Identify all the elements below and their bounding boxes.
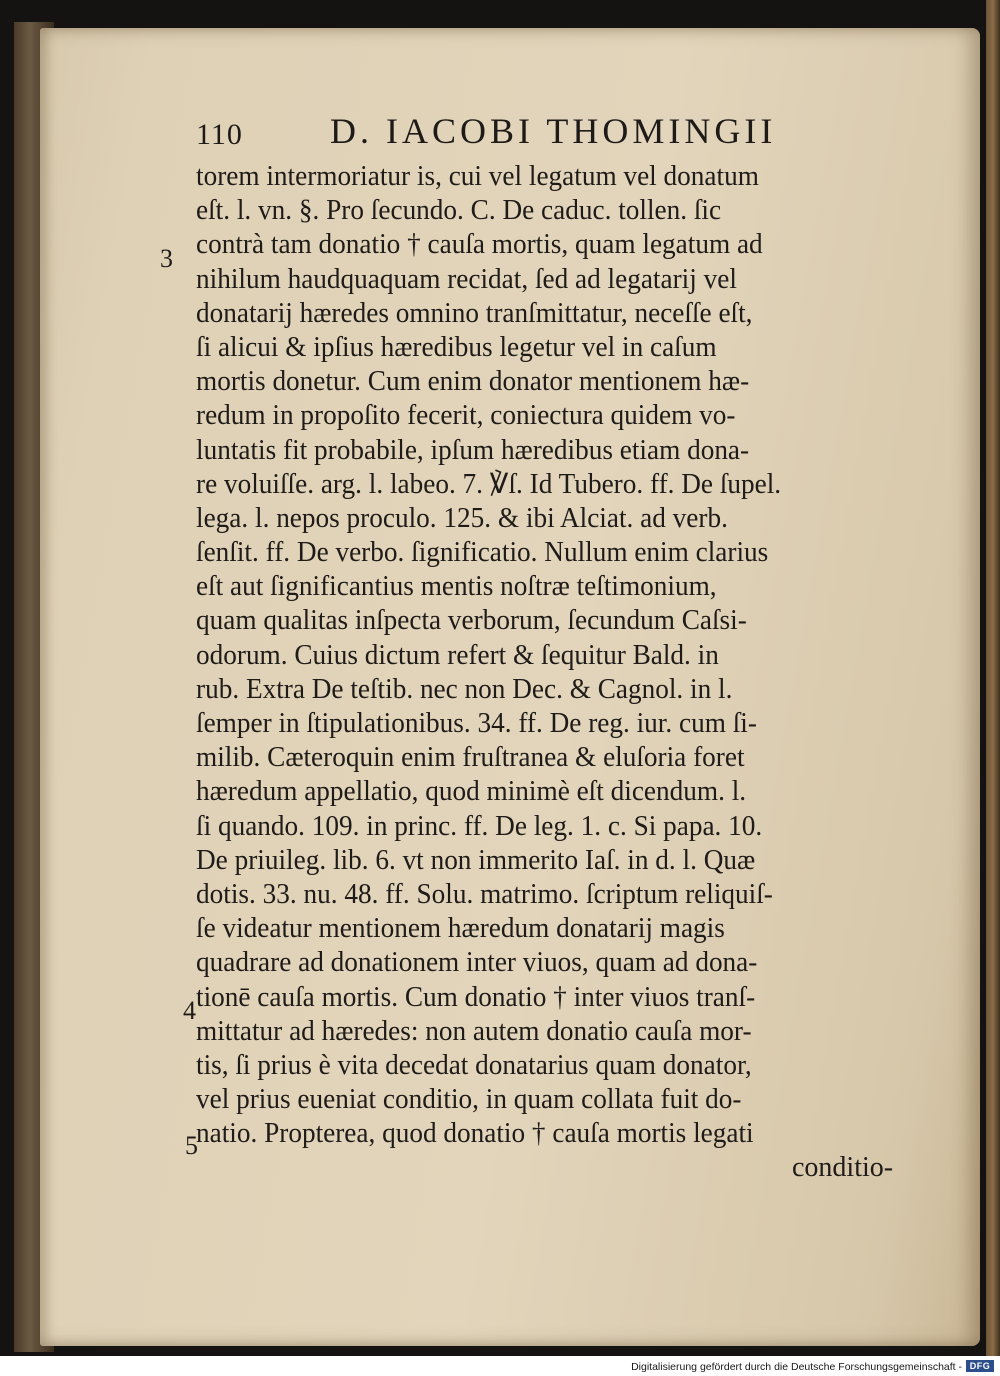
page-number: 110 (196, 118, 243, 151)
footer-credit-text: Digitalisierung gefördert durch die Deutsche Forschungsgemeinschaft - (631, 1361, 962, 1373)
text-line: mittatur ad hæredes: non autem donatio cauſa mor- (196, 1015, 752, 1047)
text-line: rub. Extra De teſtib. nec non Dec. & Cagnol. in l. (196, 673, 733, 705)
page-header (196, 110, 916, 156)
digitization-footer (0, 1356, 1000, 1376)
text-line: re voluiſſe. arg. l. labeo. 7. ℣ſ. Id Tubero. ff. De ſupel. (196, 468, 782, 500)
margin-note-4: 4 (183, 996, 196, 1025)
text-line: tis, ſi prius è vita decedat donatarius quam donator, (196, 1049, 752, 1081)
text-line: ſi alicui & ipſius hæredibus legetur vel in caſum (196, 331, 717, 363)
body-text (196, 160, 936, 1186)
text-line: hæredum appellatio, quod minimè eſt dicendum. l. (196, 776, 747, 808)
text-line: vel prius eueniat conditio, in quam collata fuit do- (196, 1084, 742, 1116)
text-line: mortis donetur. Cum enim donator mentionem hæ- (196, 366, 750, 398)
text-line: ſe videatur mentionem hæredum donatarij magis (196, 913, 725, 945)
text-line: nihilum haudquaquam recidat, ſed ad legatarij vel (196, 263, 737, 295)
margin-note-5: 5 (185, 1131, 198, 1160)
text-line: lega. l. nepos proculo. 125. & ibi Alciat. ad verb. (196, 502, 728, 534)
text-line: odorum. Cuius dictum refert & ſequitur Bald. in (196, 639, 719, 671)
text-line: eſt aut ſignificantius mentis noſtræ teſtimonium, (196, 571, 717, 603)
text-line: natio. Propterea, quod donatio † cauſa mortis legati (196, 1118, 754, 1150)
text-line: contrà tam donatio † cauſa mortis, quam legatum ad (196, 229, 763, 261)
text-line: luntatis fit probabile, ipſum hæredibus etiam dona- (196, 434, 750, 466)
text-line: redum in propoſito fecerit, coniectura quidem vo- (196, 400, 736, 432)
text-line: ſenſit. ff. De verbo. ſignificatio. Nullum enim clarius (196, 537, 769, 569)
margin-note-3: 3 (160, 244, 173, 273)
text-line: quam qualitas inſpecta verborum, ſecundum Caſsi- (196, 605, 747, 637)
catchword: conditio- (792, 1152, 894, 1184)
text-line: De priuileg. lib. 6. vt non immerito Iaſ. in d. l. Quæ (196, 844, 756, 876)
text-line: donatarij hæredes omnino tranſmittatur, neceſſe eſt, (196, 297, 753, 329)
dfg-logo: DFG (966, 1360, 994, 1372)
text-line: torem intermoriatur is, cui vel legatum vel donatum (196, 161, 759, 192)
text-line: milib. Cæteroquin enim fruſtranea & eluſoria foret (196, 742, 745, 774)
text-line: ſemper in ſtipulationibus. 34. ff. De reg. iur. cum ſi- (196, 708, 757, 739)
text-line: quadrare ad donationem inter viuos, quam ad dona- (196, 947, 758, 979)
text-line: tionē cauſa mortis. Cum donatio † inter viuos tranſ- (196, 981, 756, 1013)
text-line: dotis. 33. nu. 48. ff. Solu. matrimo. ſcriptum reliquiſ- (196, 878, 773, 910)
text-line: ſi quando. 109. in princ. ff. De leg. 1. c. Si papa. 10. (196, 810, 763, 842)
text-line: eſt. l. vn. §. Pro ſecundo. C. De caduc. tollen. ſic (196, 195, 722, 227)
book-binding-edge (986, 0, 1000, 1356)
running-head: D. IACOBI THOMINGII (330, 111, 777, 151)
